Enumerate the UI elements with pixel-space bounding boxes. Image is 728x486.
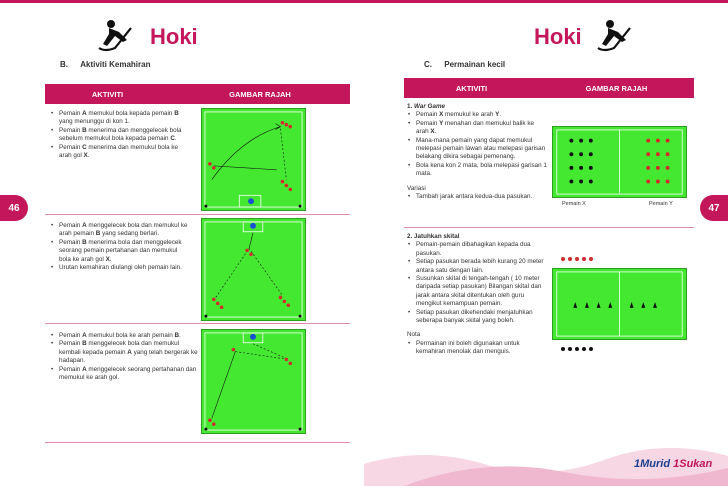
row-divider xyxy=(404,227,694,228)
drill-diagram-3 xyxy=(202,330,305,433)
brand-logo xyxy=(634,458,712,470)
list-item: • Pemain Y menahan dan memukul balik ke arah X. xyxy=(407,120,547,137)
row-divider xyxy=(45,323,350,324)
header-gambar-rajah: GAMBAR RAJAH xyxy=(585,83,648,93)
header-aktiviti: AKTIVITI xyxy=(91,89,124,99)
page-number-right: 47 xyxy=(700,195,728,221)
war-game-diagram xyxy=(553,127,686,197)
team-black-players xyxy=(559,342,599,356)
row-divider xyxy=(45,214,350,215)
list-item: • Pemain A menggelecek seorang pertahanan dan memukul ke arah gol. xyxy=(50,366,200,383)
footer-decoration xyxy=(364,416,728,486)
list-item: • Mana-mana pemain yang dapat memukul melepasi pemain lawan atau melepasi garisan belakang dikira sebagai pemenang. xyxy=(407,137,547,162)
diagram-field-2 xyxy=(201,218,306,321)
war-game-heading: War Game xyxy=(414,103,446,110)
list-item: • Setiap pasukan dikehendaki menjatuhkan seberapa banyak skital yang boleh. xyxy=(407,309,547,326)
list-item: • Pemain A memukul bola ke arah pemain B. xyxy=(50,332,200,340)
row3-activity-list xyxy=(50,332,200,382)
war-game-number: 1. xyxy=(407,103,413,110)
skital-diagram xyxy=(553,269,686,339)
section-letter: C. xyxy=(424,60,432,69)
nota-label: Nota xyxy=(407,331,421,339)
variasi-label: Variasi xyxy=(407,184,426,192)
skital-number: 2. xyxy=(407,233,413,240)
variasi-list xyxy=(407,193,547,201)
list-item: • Pemain C menerima dan memukul bola ke arah gol X. xyxy=(50,144,190,161)
skital-field xyxy=(552,268,687,340)
list-item: • Urutan kemahiran diulangi oleh pemain lain. xyxy=(50,264,190,272)
skital-heading: Jatuhkan skital xyxy=(414,233,460,240)
right-page xyxy=(364,0,728,486)
brand-part2: 1Sukan xyxy=(673,458,713,470)
diagram-field-3 xyxy=(201,329,306,434)
list-item: • Permainan ini boleh digunakan untuk kemahiran menolak dan menguis. xyxy=(407,340,547,357)
skital-block xyxy=(407,233,547,357)
section-title: Permainan kecil xyxy=(444,60,506,69)
nota-list xyxy=(407,340,547,357)
page-title: Hoki xyxy=(150,24,198,49)
page-number-left: 46 xyxy=(0,195,28,221)
header-gambar-rajah: GAMBAR RAJAH xyxy=(229,89,291,99)
skital-list xyxy=(407,241,547,325)
legend-pemain-y: Pemain Y xyxy=(649,201,673,207)
top-stripe xyxy=(364,0,728,3)
row2-activity-list xyxy=(50,222,190,272)
team-red-players xyxy=(559,252,599,266)
list-item: • Pemain B menggelecek bola dan memukul kembali kepada pemain A yang telah bergerak ke hadapan. xyxy=(50,340,200,365)
top-stripe xyxy=(0,0,364,3)
page-title: Hoki xyxy=(534,24,582,49)
war-game-block xyxy=(407,103,547,201)
hockey-player-icon xyxy=(95,18,135,54)
section-letter: B. xyxy=(60,60,68,69)
list-item: • Pemain A menggelecek bola dan memukul ke arah pemain B yang sedang berlari. xyxy=(50,222,190,239)
list-item: • Tambah jarak antara kedua-dua pasukan. xyxy=(407,193,547,201)
legend-pemain-x: Pemain X xyxy=(562,201,586,207)
list-item: • Susunkan skital di tengah-tengah ( 10 meter daripada setiap pasukan) Bilangan skital dan jarak antara skital ditentukan oleh guru mengikut kemampuan pemain. xyxy=(407,275,547,309)
war-game-list xyxy=(407,111,547,178)
row-divider xyxy=(45,442,350,443)
table-header xyxy=(45,84,350,104)
drill-diagram-2 xyxy=(202,219,305,320)
hockey-player-icon xyxy=(594,18,634,54)
list-item: • Pemain B menerima bola dan menggelecek seorang pemain pertahanan dan memukul bola ke arah gol X. xyxy=(50,239,190,264)
diagram-field-1 xyxy=(201,108,306,211)
header-aktiviti: AKTIVITI xyxy=(455,83,488,93)
list-item: • Pemain B menerima dan menggelecek bola sebelum memukul bola kepada pemain C. xyxy=(50,127,190,144)
list-item: • Pemain X memukul ke arah Y. xyxy=(407,111,547,119)
war-game-field xyxy=(552,126,687,198)
list-item: • Bola kena kon 2 mata, bola melepasi garisan 1 mata. xyxy=(407,162,547,179)
section-title: Aktiviti Kemahiran xyxy=(80,60,151,69)
list-item: • Pemain-pemain dibahagikan kepada dua pasukan. xyxy=(407,241,547,258)
table-header xyxy=(404,78,694,98)
row1-activity-list xyxy=(50,110,190,160)
list-item: • Setiap pasukan berada lebih kurang 20 meter antara satu dengan lain. xyxy=(407,258,547,275)
drill-diagram-1 xyxy=(202,109,305,210)
brand-part1: 1Murid xyxy=(634,458,671,470)
list-item: • Pemain A memukul bola kepada pemain B yang menunggu di kon 1. xyxy=(50,110,190,127)
